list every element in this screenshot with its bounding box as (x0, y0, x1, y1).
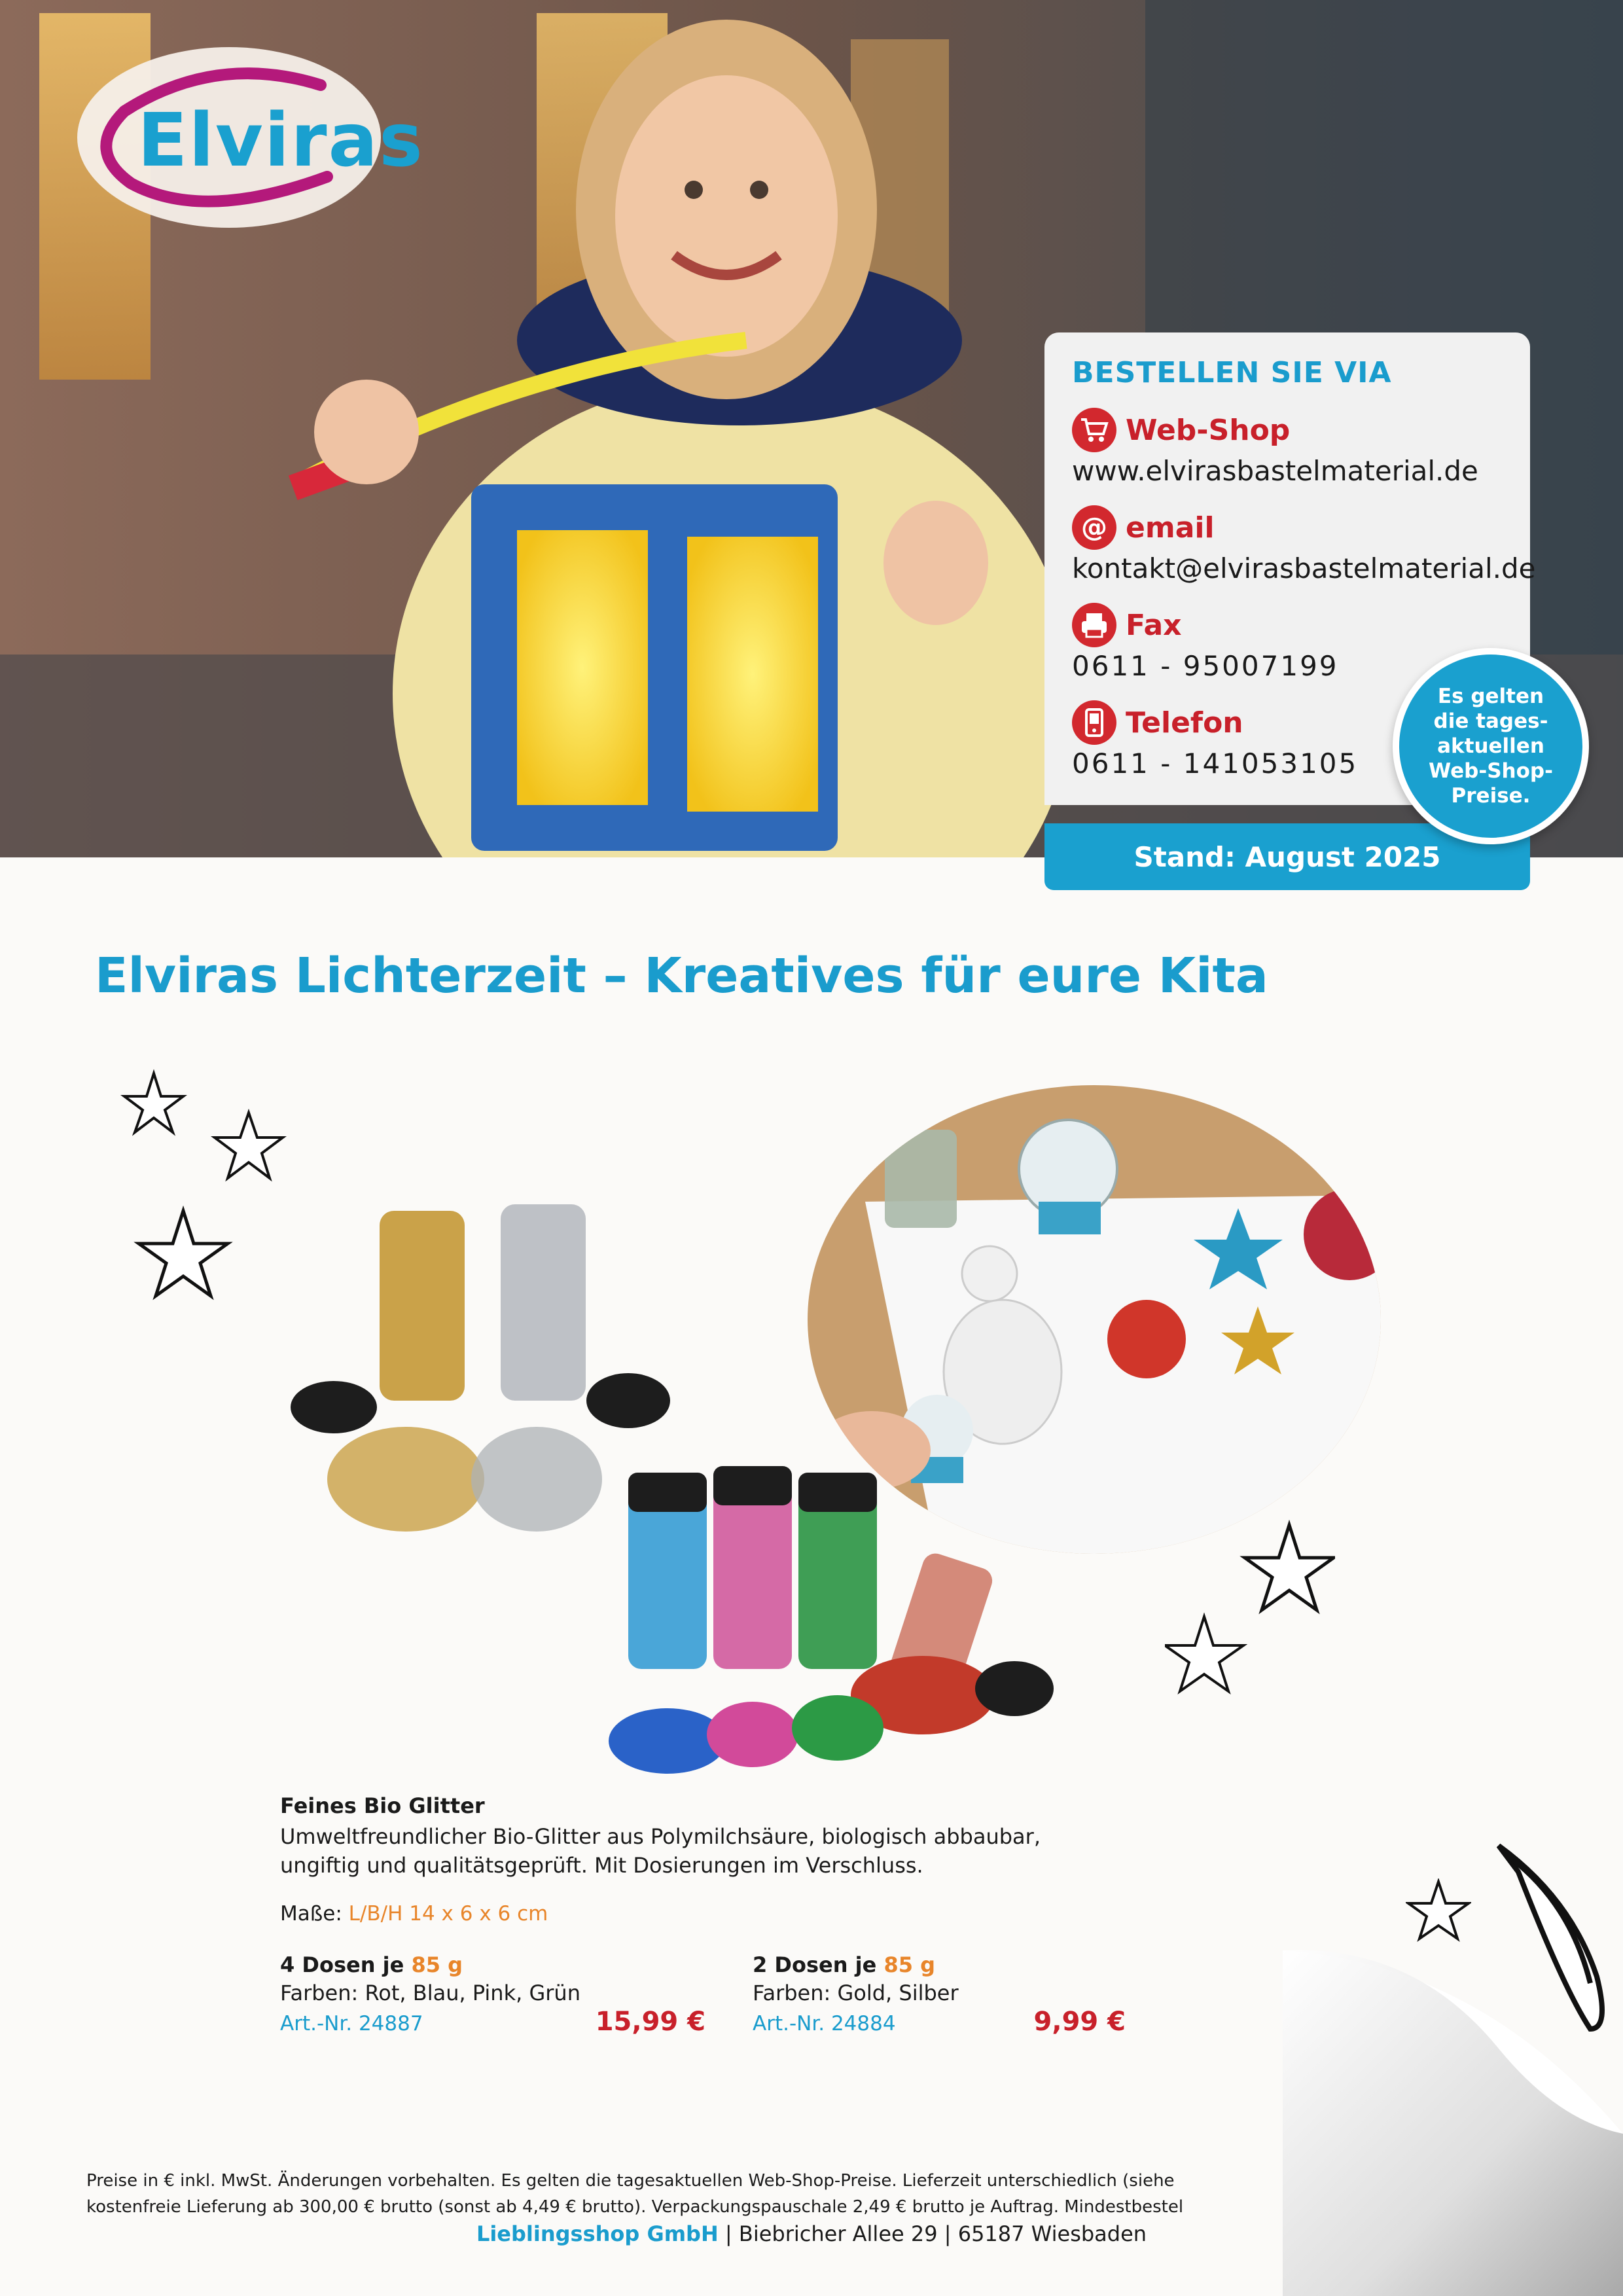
variant-title (280, 1950, 705, 1979)
footer-terms (86, 2168, 1317, 2220)
craft-example-photo (806, 1084, 1382, 1555)
footer-terms-line1: Preise in € inkl. MwSt. Änderungen vorbehalten. Es gelten die tagesaktuellen Web-Shop-Preise. Lieferzeit unterschiedlich (siehe (86, 2171, 1175, 2191)
variant-title-text: 2 Dosen je (753, 1952, 877, 1977)
footer-address (0, 2221, 1623, 2246)
variant-article-number: Art.-Nr. 24884 (753, 2012, 896, 2036)
variant-price: 15,99 € (595, 2007, 705, 2037)
order-title: BESTELLEN SIE VIA (1072, 356, 1392, 389)
price-note-text: Es gelten die tages-aktuellen Web-Shop-Preise. (1429, 685, 1553, 808)
contact-label-fax: Fax (1126, 608, 1182, 642)
shopping-cart-icon (1072, 408, 1116, 452)
mobile-phone-icon (1072, 700, 1116, 745)
fax-icon (1072, 603, 1116, 647)
dimensions-label: Maße: (280, 1902, 342, 1926)
variant-4-dosen (280, 1950, 705, 2037)
star-doodles-left-icon (118, 1060, 288, 1335)
price-note-badge (1393, 648, 1589, 844)
webshop-url-link[interactable]: www.elvirasbastelmaterial.de (1072, 455, 1478, 487)
variant-title-text: 4 Dosen je (280, 1952, 404, 1977)
phone-number: 0611 - 141053105 (1072, 747, 1359, 780)
dimensions-value: L/B/H 14 x 6 x 6 cm (348, 1902, 548, 1926)
stand-date-bar: Stand: August 2025 (1044, 823, 1530, 890)
variant-colors: Farben: Gold, Silber (753, 1981, 959, 2005)
at-sign-icon: @ (1072, 505, 1116, 550)
fax-number: 0611 - 95007199 (1072, 650, 1339, 682)
contact-email (1072, 504, 1536, 584)
variant-article-number: Art.-Nr. 24887 (280, 2012, 423, 2036)
footer-company: Lieblingsshop GmbH (476, 2221, 719, 2246)
contact-label-phone: Telefon (1126, 706, 1243, 740)
page-headline: Elviras Lichterzeit – Kreatives für eure Kita (95, 948, 1268, 1004)
contact-label-email: email (1126, 511, 1215, 545)
variant-amount: 85 g (411, 1952, 463, 1977)
product-description-line1: Umweltfreundlicher Bio-Glitter aus Polymilchsäure, biologisch abbaubar, (280, 1824, 1041, 1849)
email-address-link[interactable]: kontakt@elvirasbastelmaterial.de (1072, 552, 1536, 584)
footer-address-text: | Biebricher Allee 29 | 65187 Wiesbaden (718, 2221, 1147, 2246)
contact-webshop (1072, 406, 1530, 487)
product-dimensions (280, 1902, 1131, 1926)
variant-2-dosen (753, 1950, 1126, 2037)
product-description-line2: ungiftig und qualitätsgeprüft. Mit Dosierungen im Verschluss. (280, 1853, 923, 1878)
logo-text: Elviras (137, 98, 424, 183)
contact-label-webshop: Web-Shop (1126, 413, 1291, 447)
variant-amount: 85 g (883, 1952, 936, 1977)
footer-terms-line2: kostenfreie Lieferung ab 300,00 € brutto (sonst ab 4,49 € brutto). Verpackungspauschale 2,49 € brutto je Auftrag. Mindestbestel (86, 2197, 1184, 2217)
variant-title (753, 1950, 1126, 1979)
variant-colors: Farben: Rot, Blau, Pink, Grün (280, 1981, 580, 2005)
product-name: Feines Bio Glitter (280, 1793, 485, 1818)
product-details (280, 1793, 1131, 1926)
variant-price: 9,99 € (1033, 2007, 1126, 2037)
